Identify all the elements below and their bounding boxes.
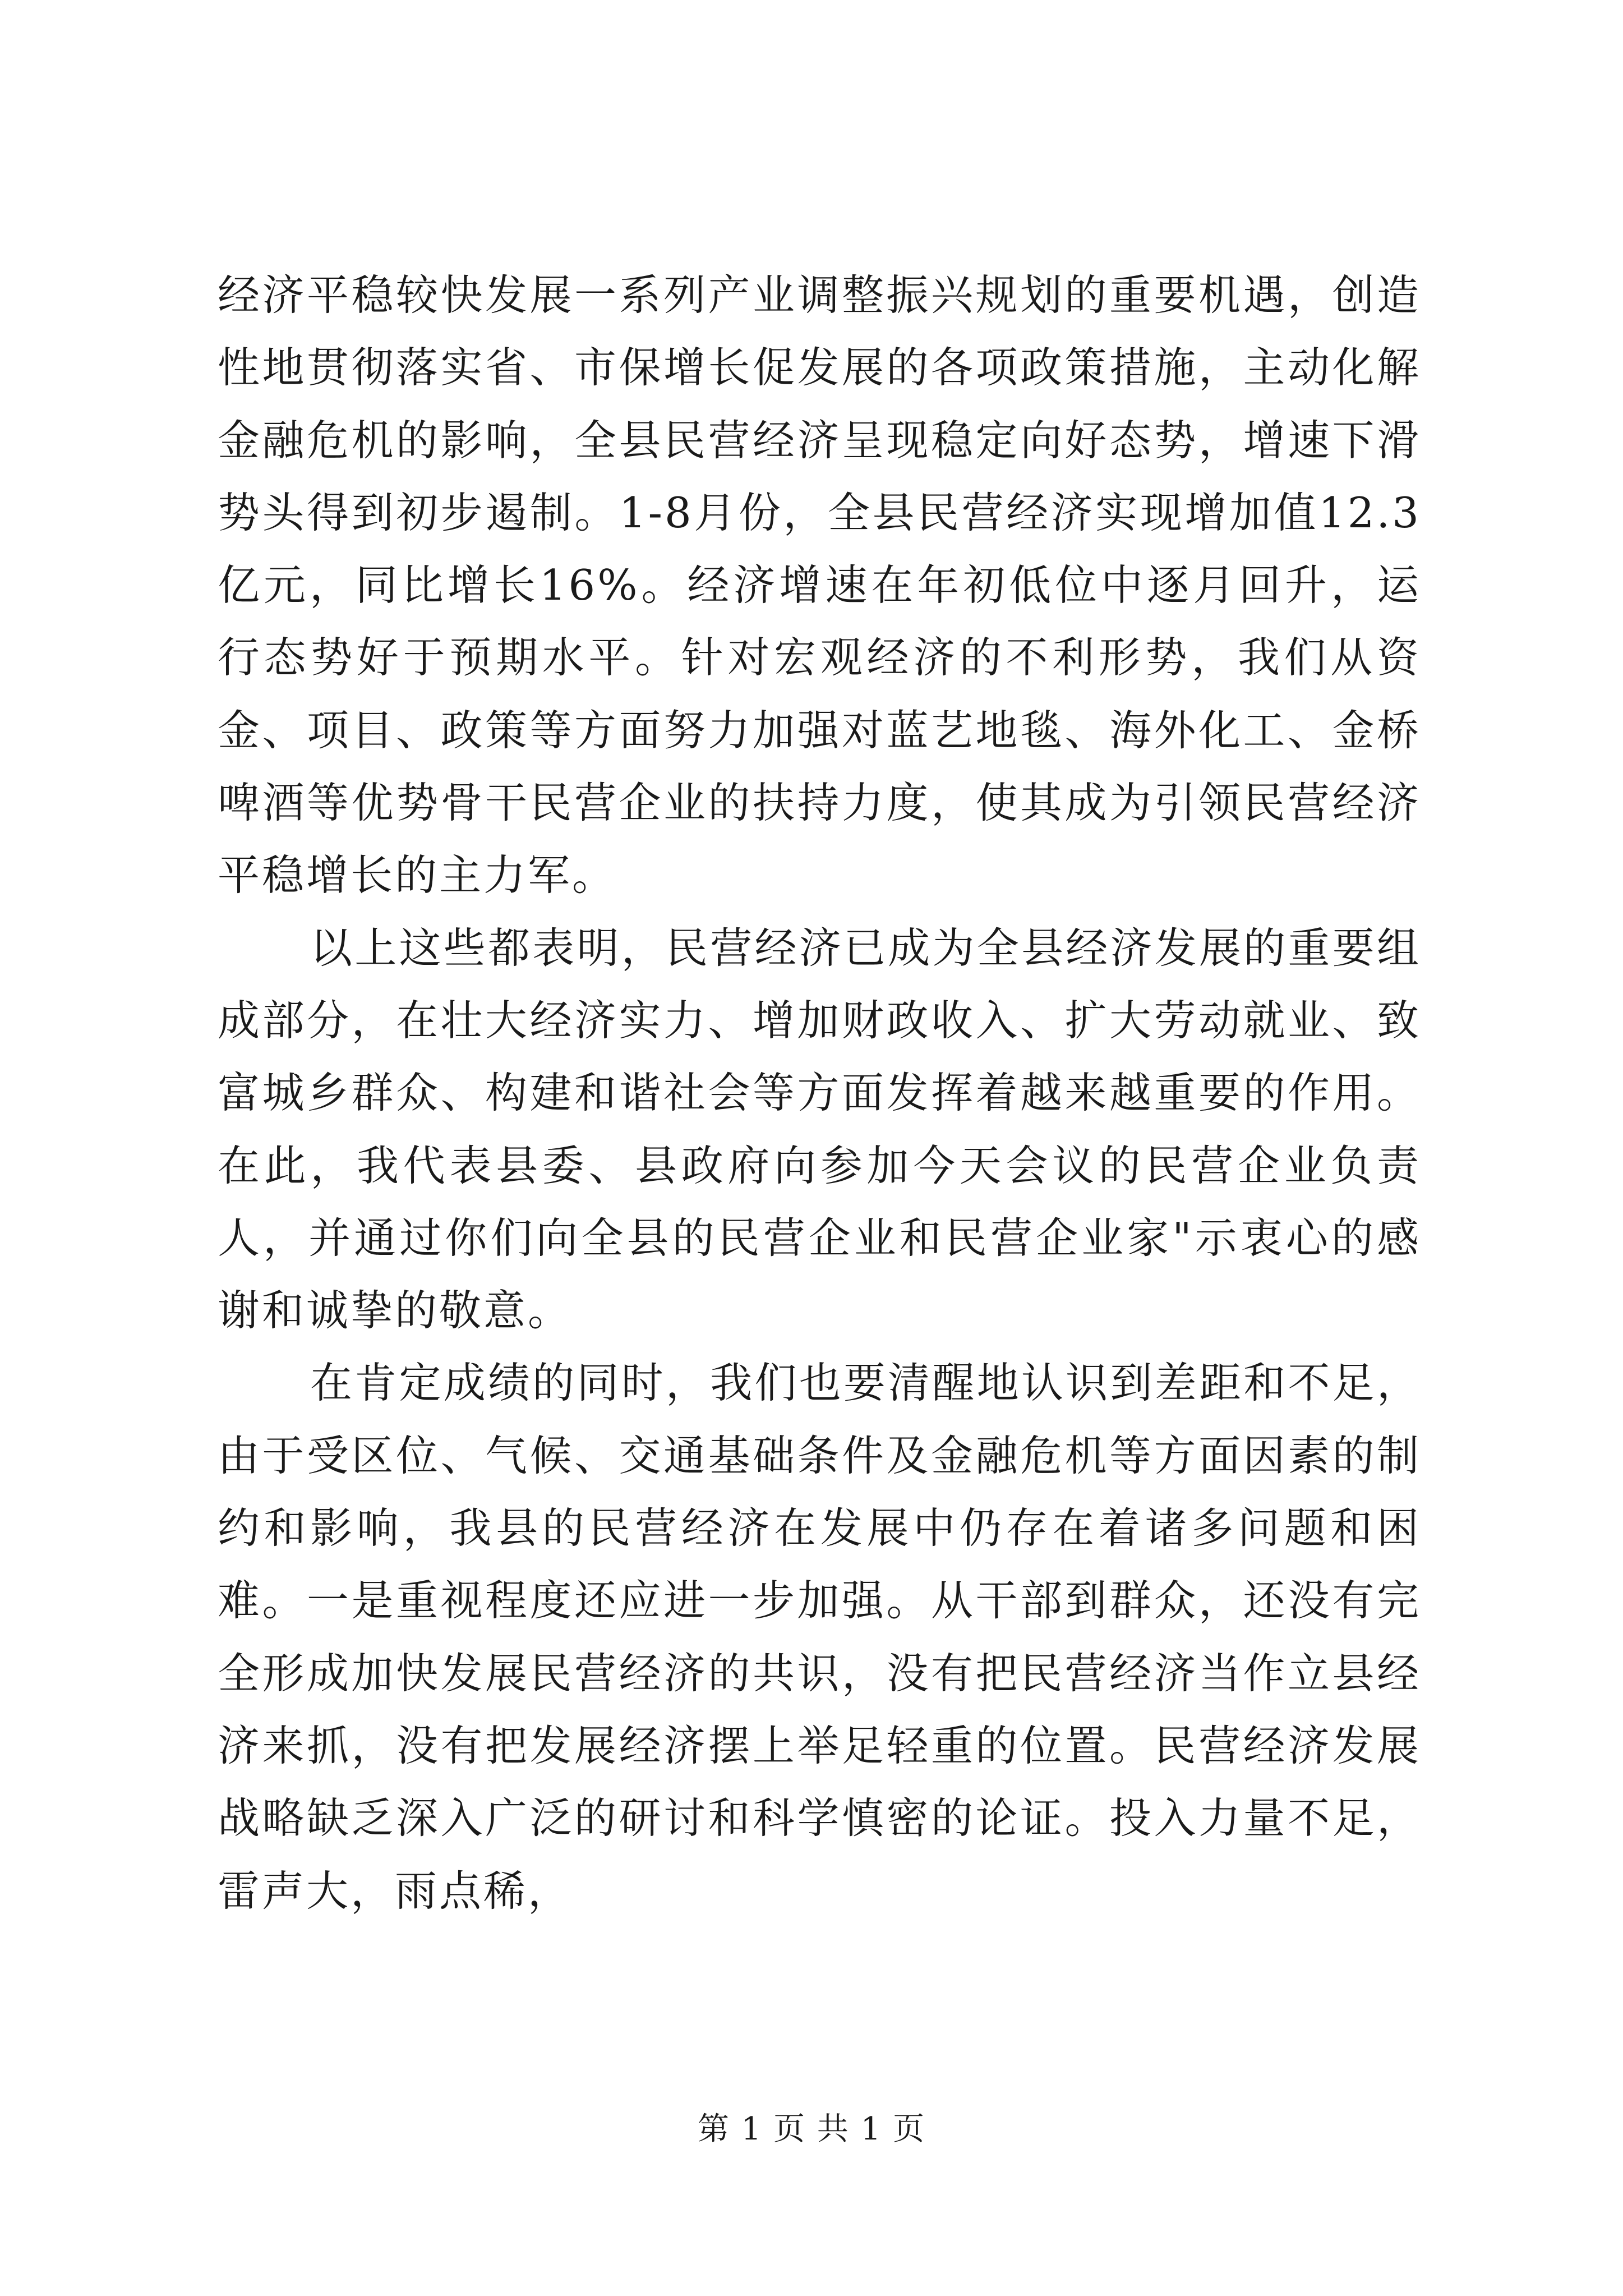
paragraph-1: 经济平稳较快发展一系列产业调整振兴规划的重要机遇，创造性地贯彻落实省、市保增长促发展的各项政策措施，主动化解金融危机的影响，全县民营经济呈现稳定向好态势，增速下滑势头得到初步遏制。1-8月份，全县民营经济实现增加值12.3亿元，同比增长16%。经济增速在年初低位中逐月回升，运行态势好于预期水平。针对宏观经济的不利形势，我们从资金、项目、政策等方面努力加强对蓝艺地毯、海外化工、金桥啤酒等优势骨干民营企业的扶持力度，使其成为引领民营经济平稳增长的主力军。 xyxy=(218,270,1421,900)
page-footer: 第 1 页 共 1 页 xyxy=(697,2111,926,2147)
document-body xyxy=(218,259,1421,1927)
paragraph-3: 在肯定成绩的同时，我们也要清醒地认识到差距和不足，由于受区位、气候、交通基础条件及金融危机等方面因素的制约和影响，我县的民营经济在发展中仍存在着诸多问题和困难。一是重视程度还应进一步加强。从干部到群众，还没有完全形成加快发展民营经济的共识，没有把民营经济当作立县经济来抓，没有把发展经济摆上举足轻重的位置。民营经济发展战略缺乏深入广泛的研讨和科学慎密的论证。投入力量不足，雷声大，雨点稀， xyxy=(218,1358,1421,1916)
paragraph-2: 以上这些都表明，民营经济已成为全县经济发展的重要组成部分，在壮大经济实力、增加财政收入、扩大劳动就业、致富城乡群众、构建和谐社会等方面发挥着越来越重要的作用。在此，我代表县委、县政府向参加今天会议的民营企业负责人，并通过你们向全县的民营企业和民营企业家"示衷心的感谢和诚挚的敬意。 xyxy=(218,923,1421,1336)
